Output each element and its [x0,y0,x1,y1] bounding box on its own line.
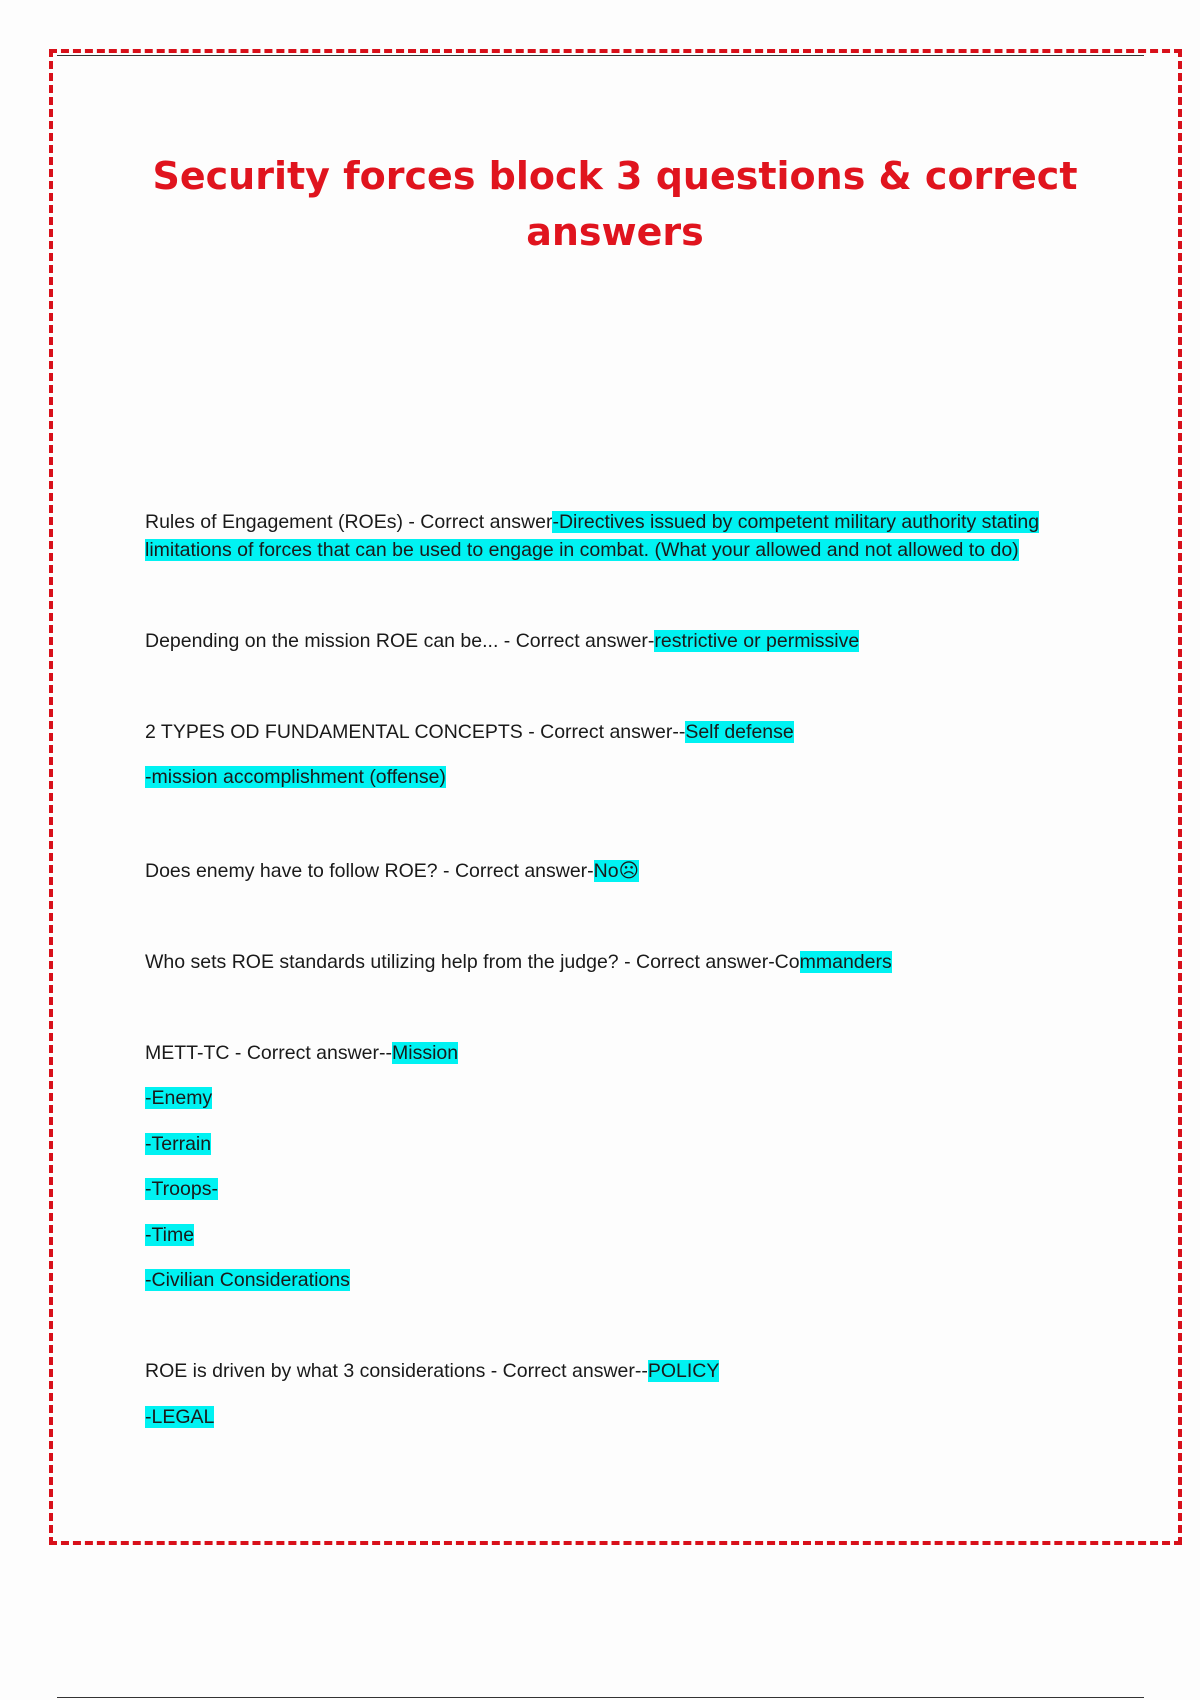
answer-text: -mission accomplishment (offense) [145,766,446,788]
question-text: Rules of Engagement (ROEs) - Correct answer [145,511,553,533]
qa-item-4 [145,857,1105,885]
answer-line [145,1221,1105,1249]
question-text: Who sets ROE standards utilizing help from the judge? - Correct answer-Co [145,951,800,973]
answer-text: -Terrain [145,1133,212,1155]
document-title: Security forces block 3 questions & correct answers [152,154,1078,254]
answer-text: -LEGAL [145,1406,215,1428]
answer-line [145,1403,1105,1431]
qa-item-2 [145,627,1105,655]
answer-line [145,1084,1105,1112]
answer-text: -Directives issued by competent military authority stating limitations of forces that can be used to engage in combat. (What your allowed and not allowed to do) [145,511,1040,561]
answer-text: -Time [145,1224,195,1246]
question-text: ROE is driven by what 3 considerations - Correct answer-- [145,1360,648,1382]
header-rule [57,55,1144,56]
answer-line [145,1266,1105,1294]
answer-text: mmanders [799,951,892,973]
footer-rule [57,1697,1144,1698]
answer-text: No☹ [593,860,639,882]
qa-item-3 [145,718,1105,746]
answer-line [145,1130,1105,1158]
answer-text: -Troops- [145,1178,218,1200]
answer-text: Mission [392,1042,459,1064]
qa-item-6 [145,1039,1105,1067]
qa-item-7 [145,1357,1105,1385]
answer-text: POLICY [647,1360,720,1382]
qa-item-5 [145,948,1105,976]
question-text: METT-TC - Correct answer-- [145,1042,393,1064]
answer-text: -Enemy [145,1087,213,1109]
answer-text: Self defense [685,721,794,743]
answer-line [145,763,1105,791]
answer-line [145,1175,1105,1203]
question-text: Depending on the mission ROE can be... - Correct answer- [145,630,655,652]
question-text: Does enemy have to follow ROE? - Correct answer- [145,860,594,882]
answer-text: restrictive or permissive [654,630,860,652]
page-border [49,49,1182,1545]
question-text: 2 TYPES OD FUNDAMENTAL CONCEPTS - Correct answer-- [145,721,686,743]
answer-text: -Civilian Considerations [145,1269,350,1291]
qa-item-1 [145,508,1105,564]
